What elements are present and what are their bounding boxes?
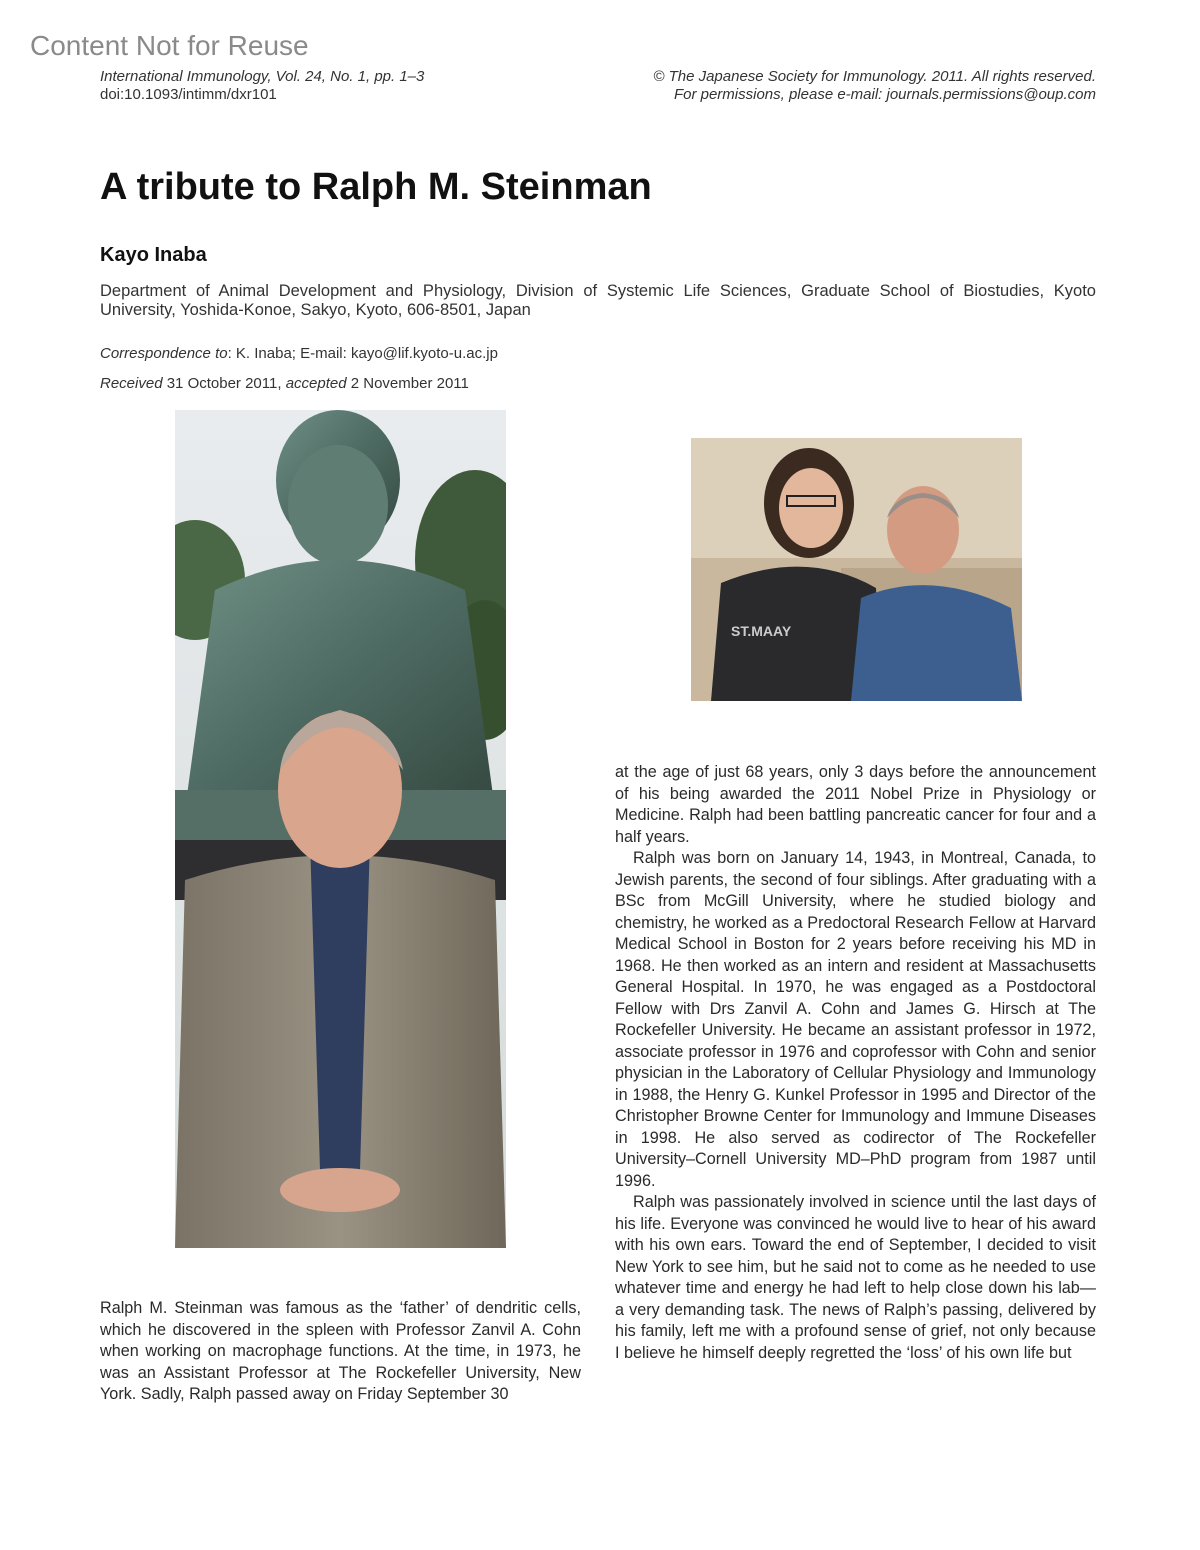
watermark: Content Not for Reuse (30, 30, 309, 61)
permissions-notice: For permissions, please e-mail: journals.permissions@oup.com (673, 86, 1096, 103)
correspondence (100, 345, 498, 362)
copyright-notice: © The Japanese Society for Immunology. 2011. All rights reserved. (653, 68, 1096, 85)
copyright-header (653, 68, 1096, 104)
correspondence-label: Correspondence to (100, 345, 228, 362)
received-label: Received (100, 375, 163, 392)
accepted-date: 2 November 2011 (346, 375, 469, 392)
article-title: A tribute to Ralph M. Steinman (100, 166, 652, 208)
correspondence-text[interactable]: : K. Inaba; E-mail: kayo@lif.kyoto-u.ac.jp (227, 345, 498, 362)
photo-steinman-with-woman (691, 438, 1022, 701)
doi[interactable]: doi:10.1093/intimm/dxr101 (100, 86, 277, 103)
body-right-column (615, 762, 1096, 1364)
author-name: Kayo Inaba (100, 244, 207, 266)
body-left-column (100, 1298, 581, 1406)
paragraph: at the age of just 68 years, only 3 days before the announcement of his being awarded the 2011 Nobel Prize in Physiology or Medicine. Ralph had been battling pancreatic cancer for four and a half years. (615, 763, 1096, 846)
received-date: 31 October 2011, (162, 375, 286, 392)
shirt-print: ST.MAAY (731, 623, 792, 639)
paragraph: Ralph was born on January 14, 1943, in Montreal, Canada, to Jewish parents, the second of four siblings. After graduating with a BSc from McGill University, where he studied biology and chemistry, he worked as a Predoctoral Research Fellow at Harvard Medical School in Boston for 2 years before receiving his MD in 1968. He then worked as an intern and resident at Massachusetts General Hospital. In 1970, he was engaged as a Postdoctoral Fellow with Drs Zanvil A. Cohn and James G. Hirsch at The Rockefeller University. He became an assistant professor in 1972, associate professor in 1976 and coprofessor with Cohn and senior physician in the Laboratory of Cellular Physiology and Immunology in 1988, the Henry G. Kunkel Professor in 1995 and Director of the Christopher Browne Center for Immunology and Immune Diseases in 1998. He also served as codirector of The Rockefeller University–Cornell University MD–PhD program from 1987 until 1996. (615, 849, 1096, 1190)
received-accepted (100, 375, 469, 392)
paragraph: Ralph M. Steinman was famous as the ‘father’ of dendritic cells, which he discovered in the spleen with Professor Zanvil A. Cohn when working on macrophage functions. At the time, in 1973, he was an Assistant Professor at The Rockefeller University, New York. Sadly, Ralph passed away on Friday September 30 (100, 1299, 581, 1403)
journal-header (100, 68, 424, 104)
accepted-label: accepted (285, 375, 347, 392)
photo-steinman-great-buddha (175, 410, 506, 1248)
paragraph: Ralph was passionately involved in science until the last days of his life. Everyone was convinced he would live to hear of his award with his own ears. Toward the end of September, I decided to visit New York to see him, but he said not to come as he needed to use whatever time and energy he had left to help close down his lab—a very demanding task. The news of Ralph’s passing, delivered by his family, left me with a profound sense of grief, not only because I believe he himself deeply regretted the ‘loss’ of his own life but (615, 1193, 1096, 1362)
journal-citation: International Immunology, Vol. 24, No. 1, pp. 1–3 (100, 68, 425, 85)
affiliation: Department of Animal Development and Physiology, Division of Systemic Life Sciences, Graduate School of Biostudies, Kyoto University, Yoshida-Konoe, Sakyo, Kyoto, 606-8501, Japan (100, 282, 1096, 319)
